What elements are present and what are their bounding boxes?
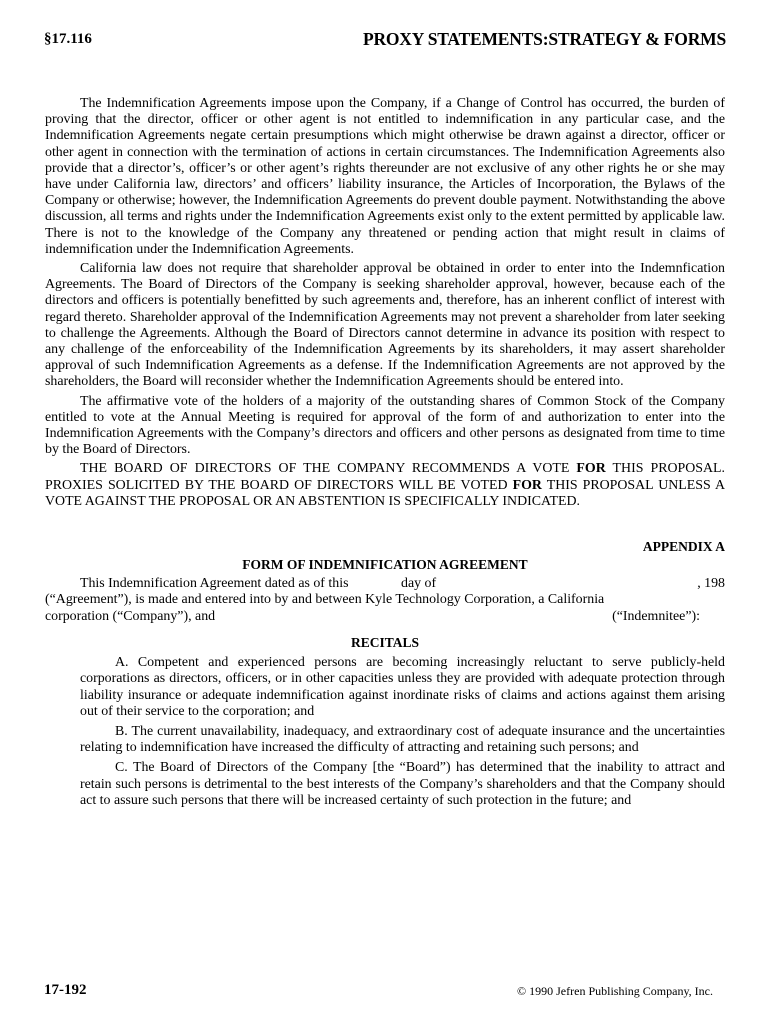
paragraph-california-law: California law does not require that shareholder approval be obtained in order to enter into the Indemnfication Agreements. The Board of Directors of the Company is seeking shareholder approval, however, because each of the directors and officers is potentially benefitted by such agreements and, therefore, has an inherent conflict of interest with regard thereto. Shareholder approval of the Indemnification Agreements may not prevent a shareholder from later seeking to challenge the Agreements. Although the Board of Directors cannot determine in advance its position with respect to any challenge of the enforceability of the Indemnification Agreements by its shareholders, it may assert shareholder approval of such Indemnification Agreements as a defense. If the Indemnification Agreements are not approved by the shareholders, the Board will reconsider whether the Indemnification Agreements should be entered into. — [45, 261, 725, 390]
board-recommendation: THE BOARD OF DIRECTORS OF THE COMPANY RECOMMENDS A VOTE FOR THIS PROPOSAL. PROXIES SOLICITED BY THE BOARD OF DIRECTORS WILL BE VOTED FOR THIS PROPOSAL UNLESS A VOTE AGAINST THE PROPOSAL OR AN ABSTENTION IS SPECIFICALLY INDICATED. — [45, 461, 726, 509]
agreement-day-of: day of — [401, 576, 437, 592]
copyright: © 1990 Jefren Publishing Company, Inc. — [517, 984, 713, 998]
section-number: §17.116 — [44, 31, 92, 47]
recital-a: A. Competent and experienced persons are becoming increasingly reluctant to serve publicly-held corporations as directors, officers, or in other capacities unless they are provided with adequate protection through liability insurance or adequate indemnification against inordinate risks of claims and actions against them arising out of their service to the corporation; and — [80, 655, 725, 719]
recital-c: C. The Board of Directors of the Company [the “Board”) has determined that the inability to attract and retain such persons is detrimental to the best interests of the Company’s shareholders and that the Company should act to assure such persons that there will be increased certainty of such protection in the future; and — [80, 760, 725, 808]
agreement-indemnitee: (“Indemnitee”): — [612, 608, 700, 624]
form-title: FORM OF INDEMNIFICATION AGREEMENT — [242, 557, 528, 573]
document-body — [45, 96, 725, 813]
agreement-company: corporation (“Company”), and — [45, 608, 216, 624]
paragraph-indemnification-terms: The Indemnification Agreements impose upon the Company, if a Change of Control has occurred, the burden of proving that the director, officer or other agent is not entitled to indemnification in any particular case, and the Indemnification Agreements negate certain presumptions which might otherwise be drawn against a director, officer or other agent in connection with the termination of actions in certain circumstances. The Indemnification Agreements also provide that a director’s, officer’s or other agent’s rights thereunder are not exclusive of any other rights he or she may have under California law, directors’ and officers’ liability insurance, the Articles of Incorporation, the Bylaws of the Company or otherwise; however, the Indemnification Agreements do prevent double payment. Notwithstanding the above discussion, all terms and rights under the Indemnification Agreements exist only to the extent permitted by applicable law. There is not to the knowledge of the Company any threatened or pending action that might result in claims of indemnification under the Indemnification Agreements. — [45, 96, 725, 257]
agreement-intro — [45, 576, 725, 624]
agreement-year: , 198 — [697, 576, 725, 592]
appendix-label: APPENDIX A — [642, 539, 725, 555]
agreement-parties: (“Agreement”), is made and entered into by and between Kyle Technology Corporation, a California — [45, 592, 605, 608]
page-number: 17-192 — [44, 982, 87, 998]
recitals-heading: RECITALS — [350, 634, 420, 650]
recital-b: B. The current unavailability, inadequacy, and extraordinary cost of adequate insurance and the uncertainties relating to indemnification have increased the difficulty of attracting and retaining such persons; and — [80, 723, 725, 756]
paragraph-affirmative-vote: The affirmative vote of the holders of a majority of the outstanding shares of Common Stock of the Company entitled to vote at the Annual Meeting is required for approval of the form of and authorization to enter into the Indemnification Agreements with the Company’s directors and officers and other persons as designated from time to time by the Board of Directors. — [45, 393, 725, 458]
agreement-date-text: This Indemnification Agreement dated as of this — [80, 576, 349, 592]
running-header-title: PROXY STATEMENTS:STRATEGY & FORMS — [362, 29, 726, 49]
